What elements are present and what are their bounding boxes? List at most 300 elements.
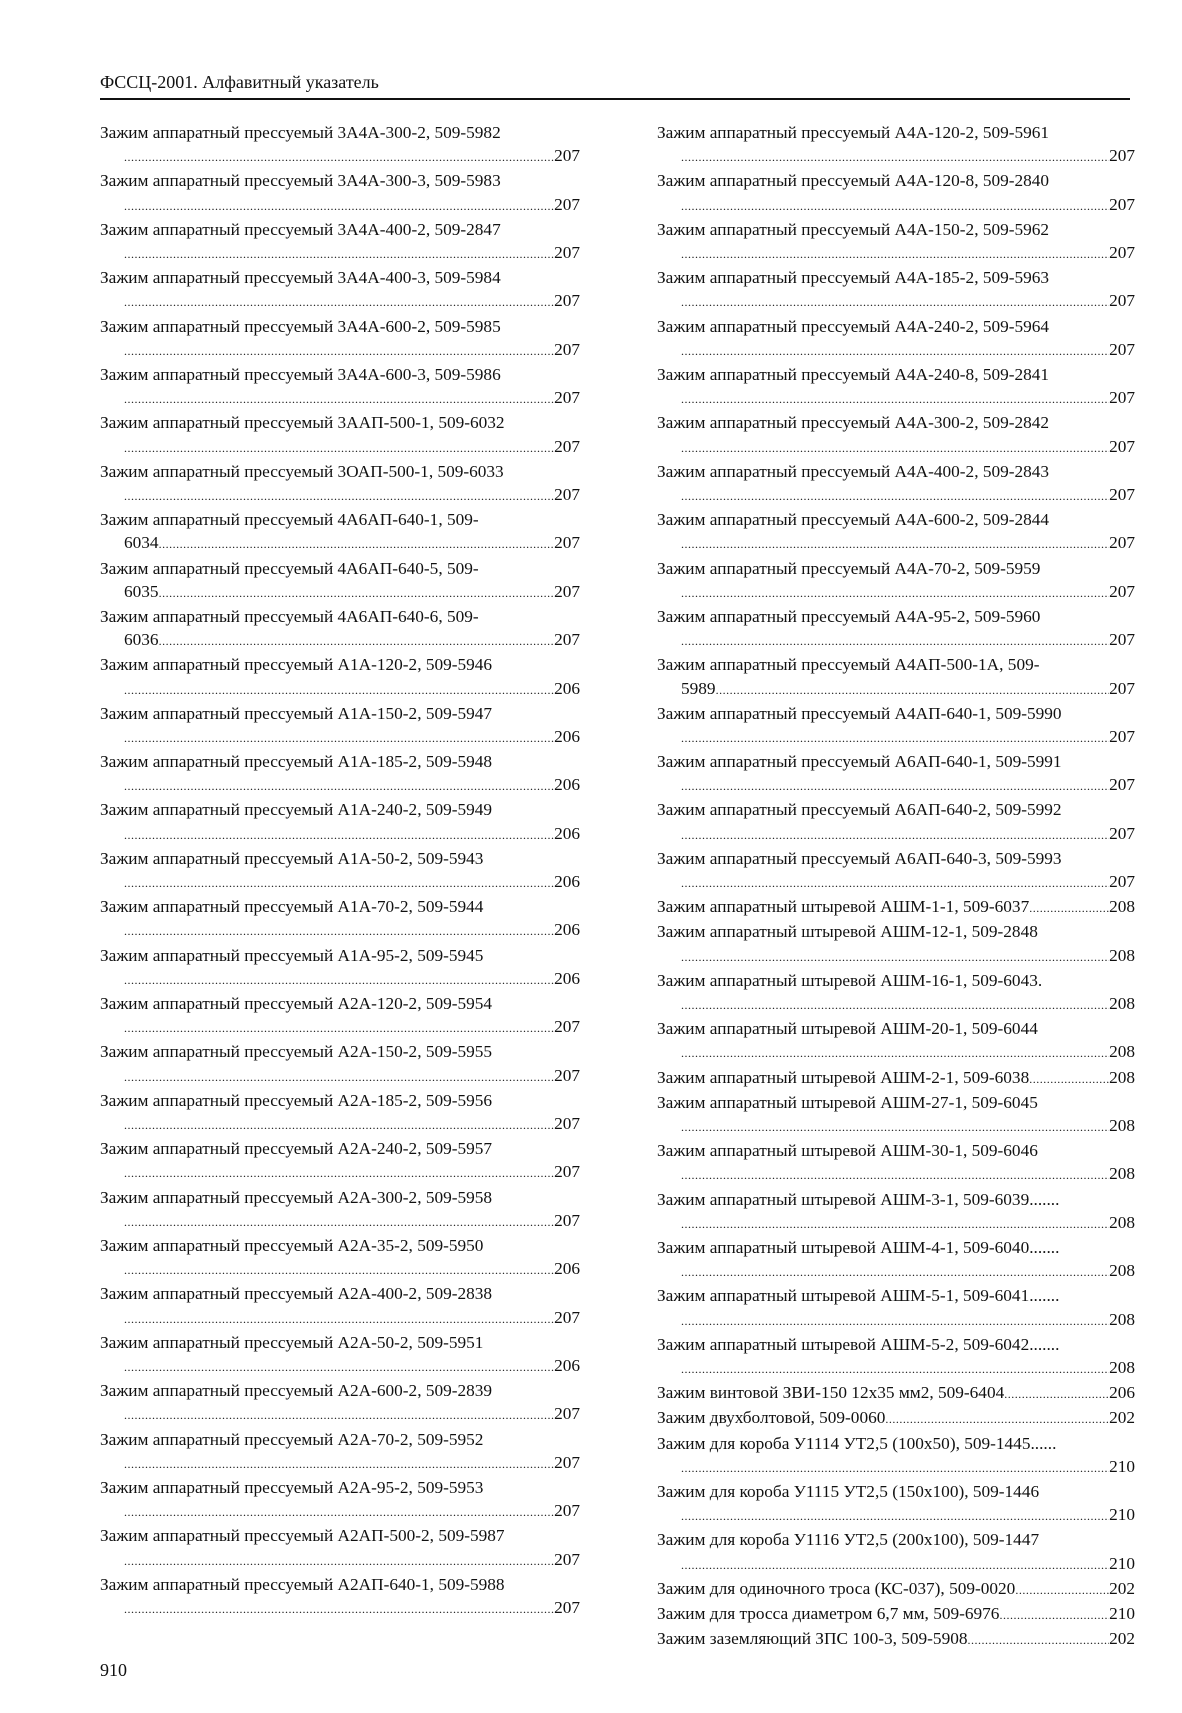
dot-leader [124, 1017, 554, 1040]
entry-page: 210 [1109, 1456, 1135, 1476]
entry-page-line [657, 531, 1135, 556]
entry-page-line [657, 1114, 1135, 1139]
entry-page-line [100, 725, 580, 750]
entry-page: 207 [554, 1307, 580, 1327]
entry-page: 207 [1109, 533, 1135, 553]
index-entry [100, 411, 580, 459]
entry-text: Зажим аппаратный прессуемый 3ААП-500-1, 509-6032 [100, 413, 505, 433]
entry-text: Зажим для одиночного троса (КС-037), 509-0020 [657, 1578, 1016, 1598]
index-entry [657, 798, 1135, 846]
entry-page: 206 [554, 1355, 580, 1375]
entry-text: Зажим аппаратный прессуемый А4А-95-2, 509-5960 [657, 606, 1041, 626]
dot-leader [124, 1162, 554, 1185]
entry-text: Зажим аппаратный прессуемый 3А4А-300-3, 509-5983 [100, 171, 501, 191]
dot-leader [1029, 897, 1109, 920]
entry-text: Зажим аппаратный штыревой АШМ-5-1, 509-6041....... [657, 1286, 1060, 1306]
entry-text: Зажим аппаратный штыревой АШМ-2-1, 509-6038 [657, 1067, 1030, 1087]
dot-leader [124, 195, 554, 218]
dot-leader [124, 243, 554, 266]
dot-leader [681, 824, 1109, 847]
entry-text: Зажим аппаратный прессуемый 4А6АП-640-6, 509- [100, 606, 479, 626]
entry-continuation: 6034 [124, 533, 159, 553]
index-entry [100, 169, 580, 217]
dot-leader [681, 872, 1109, 895]
index-entry [657, 218, 1135, 266]
entry-text: Зажим аппаратный прессуемый А4АП-640-1, 509-5990 [657, 703, 1062, 723]
index-entry [100, 1524, 580, 1572]
entry-page: 207 [554, 291, 580, 311]
entry-text: Зажим аппаратный прессуемый А2А-35-2, 509-5950 [100, 1235, 484, 1255]
entry-page: 207 [554, 1162, 580, 1182]
index-entry [100, 1476, 580, 1524]
entry-text: Зажим аппаратный прессуемый 3А4А-600-3, 509-5986 [100, 364, 501, 384]
index-entry [657, 1284, 1135, 1332]
index-entry [657, 557, 1135, 605]
entry-page-line [657, 338, 1135, 363]
dot-leader [681, 195, 1109, 218]
entry-text: Зажим аппаратный прессуемый А1А-120-2, 509-5946 [100, 655, 493, 675]
entry-text: Зажим аппаратный прессуемый 3А4А-400-2, 509-2847 [100, 219, 501, 239]
entry-page: 208 [1109, 1309, 1135, 1329]
index-entry [657, 1528, 1135, 1576]
entry-text: Зажим аппаратный прессуемый А2А-50-2, 509-5951 [100, 1332, 484, 1352]
index-column-left [100, 121, 580, 1621]
entry-page-line [657, 1552, 1135, 1577]
index-entry [100, 895, 580, 943]
index-entry [100, 1137, 580, 1185]
entry-page: 207 [1109, 146, 1135, 166]
dot-leader [124, 1453, 554, 1476]
entry-page-line [657, 386, 1135, 411]
dot-leader [124, 1066, 554, 1089]
entry-text: Зажим аппаратный прессуемый А4А-120-8, 509-2840 [657, 171, 1050, 191]
entry-page: 207 [554, 388, 580, 408]
index-entry [657, 1091, 1135, 1139]
dot-leader [681, 630, 1109, 653]
dot-leader [681, 485, 1109, 508]
index-entry [100, 363, 580, 411]
entry-page-line [100, 435, 580, 460]
entry-page: 206 [554, 775, 580, 795]
entry-text: Зажим аппаратный прессуемый А4А-400-2, 509-2843 [657, 461, 1050, 481]
entry-text: Зажим аппаратный прессуемый А6АП-640-1, 509-5991 [657, 752, 1062, 772]
entry-page-line [100, 1064, 580, 1089]
dot-leader [681, 146, 1109, 169]
entry-text: Зажим аппаратный штыревой АШМ-4-1, 509-6040....... [657, 1237, 1060, 1257]
entry-page: 207 [1109, 242, 1135, 262]
entry-page: 207 [554, 533, 580, 553]
index-entry [657, 1480, 1135, 1528]
entry-page: 207 [554, 146, 580, 166]
dot-leader [159, 630, 555, 653]
entry-text: Зажим аппаратный прессуемый А4А-120-2, 509-5961 [657, 123, 1050, 142]
entry-page-line [657, 1259, 1135, 1284]
entry-page: 206 [554, 823, 580, 843]
entry-page-line [657, 1040, 1135, 1065]
index-entry [100, 1234, 580, 1282]
entry-page-line [100, 1209, 580, 1234]
dot-leader [159, 582, 555, 605]
dot-leader [681, 1261, 1109, 1284]
dot-leader [124, 824, 554, 847]
dot-leader [124, 969, 554, 992]
entry-page: 207 [1109, 726, 1135, 746]
entry-page-line [100, 773, 580, 798]
index-entry [657, 605, 1135, 653]
entry-text: Зажим аппаратный прессуемый 3ОАП-500-1, 509-6033 [100, 461, 504, 481]
index-entry [100, 266, 580, 314]
entry-page: 207 [554, 1404, 580, 1424]
entry-text: Зажим аппаратный прессуемый А1А-185-2, 509-5948 [100, 752, 493, 772]
entry-continuation: 6036 [124, 630, 159, 650]
entry-page-line [100, 338, 580, 363]
header-title: ФССЦ-2001. Алфавитный указатель [100, 72, 379, 92]
index-entry [657, 1139, 1135, 1187]
entry-page-line [100, 628, 580, 653]
entry-page: 208 [1109, 897, 1135, 917]
dot-leader [681, 727, 1109, 750]
entry-page: 207 [1109, 436, 1135, 456]
entry-page: 208 [1109, 1164, 1135, 1184]
entry-text: Зажим аппаратный прессуемый А4АП-500-1А, 509- [657, 655, 1040, 675]
entry-page: 210 [1109, 1505, 1135, 1525]
entry-page-line [100, 967, 580, 992]
entry-page-line [100, 1596, 580, 1621]
entry-page-line [657, 289, 1135, 314]
dot-leader [681, 1213, 1109, 1236]
entry-text: Зажим заземляющий ЗПС 100-3, 509-5908 [657, 1629, 968, 1649]
entry-page: 207 [554, 339, 580, 359]
entry-continuation: 5989 [681, 678, 716, 698]
entry-text: Зажим аппаратный прессуемый А2А-400-2, 509-2838 [100, 1284, 493, 1304]
index-entry [100, 1331, 580, 1379]
dot-leader [681, 1457, 1109, 1480]
entry-page: 210 [1109, 1603, 1135, 1623]
page-number: 910 [100, 1660, 127, 1680]
entry-page-line [100, 1160, 580, 1185]
entry-text: Зажим для тросса диаметром 6,7 мм, 509-6976 [657, 1603, 1000, 1623]
entry-page: 208 [1109, 945, 1135, 965]
index-entry [100, 315, 580, 363]
dot-leader [681, 1310, 1109, 1333]
index-entry [657, 1236, 1135, 1284]
entry-page-line [100, 1354, 580, 1379]
entry-page-line [100, 580, 580, 605]
entry-page: 207 [1109, 291, 1135, 311]
entry-page-line [657, 677, 1135, 702]
entry-text: Зажим аппаратный прессуемый 4А6АП-640-5, 509- [100, 558, 479, 578]
dot-leader [681, 388, 1109, 411]
entry-page: 207 [554, 1597, 580, 1617]
index-entry [100, 750, 580, 798]
entry-text: Зажим аппаратный штыревой АШМ-12-1, 509-2848 [657, 922, 1038, 942]
dot-leader [681, 1042, 1109, 1065]
dot-leader [124, 1356, 554, 1379]
entry-text: Зажим аппаратный прессуемый А1А-95-2, 509-5945 [100, 945, 484, 965]
index-entry [100, 557, 580, 605]
entry-page: 206 [554, 678, 580, 698]
page-header [100, 68, 1130, 100]
entry-text: Зажим аппаратный прессуемый А1А-70-2, 509-5944 [100, 897, 484, 917]
entry-page-line [657, 1356, 1135, 1381]
entry-text: Зажим аппаратный прессуемый А4А-240-8, 509-2841 [657, 364, 1050, 384]
entry-page: 207 [554, 1210, 580, 1230]
entry-page-line [100, 531, 580, 556]
entry-page: 202 [1109, 1578, 1135, 1598]
entry-page-line [657, 822, 1135, 847]
index-entry [657, 363, 1135, 411]
entry-text: Зажим аппаратный прессуемый А2А-300-2, 509-5958 [100, 1187, 493, 1207]
index-entry [100, 1040, 580, 1088]
entry-page-line [100, 870, 580, 895]
entry-page: 207 [554, 436, 580, 456]
entry-text: Зажим аппаратный прессуемый 4А6АП-640-1, 509- [100, 510, 479, 530]
entry-page: 206 [1109, 1383, 1135, 1403]
entry-page-line [100, 1402, 580, 1427]
index-entry [657, 1017, 1135, 1065]
entry-page: 208 [1109, 1212, 1135, 1232]
index-entry [100, 1282, 580, 1330]
index-entry [100, 1089, 580, 1137]
entry-page-line [100, 1112, 580, 1137]
dot-leader [124, 1308, 554, 1331]
index-entry [100, 605, 580, 653]
index-entry [100, 847, 580, 895]
index-entry [100, 992, 580, 1040]
index-entry [100, 702, 580, 750]
dot-leader [681, 243, 1109, 266]
entry-page: 207 [1109, 872, 1135, 892]
entry-page-line [100, 144, 580, 169]
dot-leader [1015, 1579, 1109, 1602]
entry-text: Зажим аппаратный прессуемый А4А-240-2, 509-5964 [657, 316, 1050, 336]
dot-leader [124, 727, 554, 750]
dot-leader [1004, 1383, 1109, 1406]
entry-page: 207 [554, 484, 580, 504]
index-entry [657, 1627, 1135, 1652]
entry-page: 206 [554, 920, 580, 940]
entry-text: Зажим аппаратный штыревой АШМ-16-1, 509-6043. [657, 970, 1043, 990]
entry-text: Зажим аппаратный штыревой АШМ-3-1, 509-6039....... [657, 1189, 1060, 1209]
entry-text: Зажим аппаратный прессуемый А4А-600-2, 509-2844 [657, 510, 1050, 530]
entry-page: 208 [1109, 1067, 1135, 1087]
entry-page-line [100, 1015, 580, 1040]
entry-page: 207 [1109, 630, 1135, 650]
entry-page: 207 [554, 1065, 580, 1085]
index-entry [657, 920, 1135, 968]
entry-page: 202 [1109, 1408, 1135, 1428]
index-column-right [657, 121, 1135, 1652]
entry-text: Зажим аппаратный прессуемый А2АП-500-2, 509-5987 [100, 1526, 505, 1546]
index-entry [657, 169, 1135, 217]
dot-leader [124, 1501, 554, 1524]
entry-text: Зажим аппаратный штыревой АШМ-20-1, 509-6044 [657, 1019, 1038, 1039]
entry-page: 206 [554, 1259, 580, 1279]
entry-text: Зажим аппаратный штыревой АШМ-27-1, 509-6045 [657, 1092, 1038, 1112]
entry-page: 206 [554, 872, 580, 892]
entry-text: Зажим аппаратный прессуемый А2А-185-2, 509-5956 [100, 1090, 493, 1110]
entry-text: Зажим аппаратный прессуемый А1А-150-2, 509-5947 [100, 703, 493, 723]
entry-page-line [100, 483, 580, 508]
entry-page-line [100, 677, 580, 702]
index-entry [657, 1432, 1135, 1480]
index-entry [657, 1577, 1135, 1602]
dot-leader [681, 775, 1109, 798]
entry-text: Зажим аппаратный прессуемый А4А-185-2, 509-5963 [657, 268, 1050, 288]
entry-text: Зажим аппаратный штыревой АШМ-5-2, 509-6042....... [657, 1334, 1060, 1354]
entry-text: Зажим двухболтовой, 509-0060 [657, 1408, 886, 1428]
dot-leader [681, 437, 1109, 460]
entry-page: 208 [1109, 994, 1135, 1014]
dot-leader [124, 340, 554, 363]
entry-page: 207 [1109, 339, 1135, 359]
entry-page-line [100, 1451, 580, 1476]
entry-page-line [657, 1308, 1135, 1333]
dot-leader [124, 291, 554, 314]
index-entry [100, 121, 580, 169]
entry-text: Зажим аппаратный прессуемый А4А-70-2, 509-5959 [657, 558, 1041, 578]
entry-page-line [100, 1257, 580, 1282]
entry-text: Зажим аппаратный прессуемый А2А-150-2, 509-5955 [100, 1042, 493, 1062]
entry-page-line [657, 193, 1135, 218]
entry-page: 208 [1109, 1042, 1135, 1062]
entry-page: 206 [554, 726, 580, 746]
entry-page: 208 [1109, 1357, 1135, 1377]
entry-page-line [657, 580, 1135, 605]
dot-leader [681, 582, 1109, 605]
entry-page-line [657, 1503, 1135, 1528]
index-entry [657, 411, 1135, 459]
entry-page-line [100, 822, 580, 847]
dot-leader [681, 340, 1109, 363]
entry-page: 207 [554, 630, 580, 650]
entry-page: 202 [1109, 1629, 1135, 1649]
entry-page: 207 [554, 1017, 580, 1037]
entry-page-line [100, 241, 580, 266]
index-entry [100, 1379, 580, 1427]
index-entry [657, 121, 1135, 169]
index-entry [657, 653, 1135, 701]
entry-page-line [657, 870, 1135, 895]
entry-text: Зажим аппаратный прессуемый 3А4А-400-3, 509-5984 [100, 268, 501, 288]
index-entry [657, 1333, 1135, 1381]
index-entry [657, 1188, 1135, 1236]
entry-page-line [100, 1306, 580, 1331]
entry-page-line [100, 1499, 580, 1524]
dot-leader [124, 679, 554, 702]
index-entry [657, 969, 1135, 1017]
entry-text: Зажим аппаратный штыревой АШМ-1-1, 509-6037 [657, 897, 1030, 917]
dot-leader [681, 1505, 1109, 1528]
dot-leader [124, 1114, 554, 1137]
index-entry [100, 460, 580, 508]
entry-page: 206 [554, 968, 580, 988]
entry-page-line [657, 1162, 1135, 1187]
entry-page: 207 [1109, 678, 1135, 698]
entry-text: Зажим аппаратный прессуемый 3А4А-300-2, 509-5982 [100, 123, 501, 142]
index-entry [657, 1066, 1135, 1091]
dot-leader [124, 872, 554, 895]
dot-leader [716, 679, 1110, 702]
dot-leader [681, 1164, 1109, 1187]
entry-page-line [657, 483, 1135, 508]
entry-text: Зажим для короба У1115 УТ2,5 (150х100), 509-1446 [657, 1481, 1040, 1501]
entry-page-line [100, 289, 580, 314]
entry-page-line [657, 1211, 1135, 1236]
dot-leader [124, 388, 554, 411]
dot-leader [681, 946, 1109, 969]
entry-text: Зажим аппаратный прессуемый А4А-300-2, 509-2842 [657, 413, 1050, 433]
entry-page: 207 [1109, 775, 1135, 795]
entry-page-line [657, 628, 1135, 653]
entry-page-line [657, 992, 1135, 1017]
entry-page: 208 [1109, 1261, 1135, 1281]
entry-page: 207 [1109, 581, 1135, 601]
entry-page-line [657, 725, 1135, 750]
index-entry [100, 798, 580, 846]
dot-leader [124, 775, 554, 798]
entry-page: 207 [554, 1452, 580, 1472]
dot-leader [999, 1604, 1109, 1627]
entry-text: Зажим аппаратный прессуемый А6АП-640-2, 509-5992 [657, 800, 1062, 820]
dot-leader [885, 1408, 1109, 1431]
index-entry [657, 847, 1135, 895]
index-entry [100, 944, 580, 992]
index-entry [657, 266, 1135, 314]
dot-leader [681, 1116, 1109, 1139]
entry-page-line [100, 918, 580, 943]
entry-page: 207 [1109, 388, 1135, 408]
dot-leader [681, 533, 1109, 556]
index-entry [100, 653, 580, 701]
entry-page-line [657, 241, 1135, 266]
entry-text: Зажим аппаратный штыревой АШМ-30-1, 509-6046 [657, 1141, 1038, 1161]
entry-text: Зажим аппаратный прессуемый А2АП-640-1, 509-5988 [100, 1574, 505, 1594]
entry-page-line [657, 144, 1135, 169]
index-entry [657, 1406, 1135, 1431]
dot-leader [159, 533, 555, 556]
dot-leader [124, 1211, 554, 1234]
dot-leader [124, 1550, 554, 1573]
dot-leader [681, 1358, 1109, 1381]
dot-leader [124, 1259, 554, 1282]
entry-page: 207 [554, 194, 580, 214]
index-entry [100, 508, 580, 556]
dot-leader [124, 437, 554, 460]
dot-leader [1029, 1068, 1109, 1091]
dot-leader [681, 1554, 1109, 1577]
dot-leader [681, 291, 1109, 314]
dot-leader [124, 1598, 554, 1621]
entry-text: Зажим аппаратный прессуемый А2А-600-2, 509-2839 [100, 1381, 493, 1401]
entry-page: 207 [554, 581, 580, 601]
index-entry [100, 1186, 580, 1234]
entry-page-line [657, 1455, 1135, 1480]
dot-leader [124, 485, 554, 508]
index-entry [100, 218, 580, 266]
entry-text: Зажим аппаратный прессуемый А2А-120-2, 509-5954 [100, 994, 493, 1014]
dot-leader [681, 994, 1109, 1017]
entry-text: Зажим аппаратный прессуемый А1А-50-2, 509-5943 [100, 848, 484, 868]
index-entry [657, 1381, 1135, 1406]
index-entry [657, 315, 1135, 363]
entry-page: 207 [554, 1501, 580, 1521]
entry-text: Зажим для короба У1116 УТ2,5 (200х100), 509-1447 [657, 1530, 1040, 1550]
index-entry [657, 702, 1135, 750]
index-entry [657, 460, 1135, 508]
index-entry [657, 750, 1135, 798]
index-entry [657, 895, 1135, 920]
